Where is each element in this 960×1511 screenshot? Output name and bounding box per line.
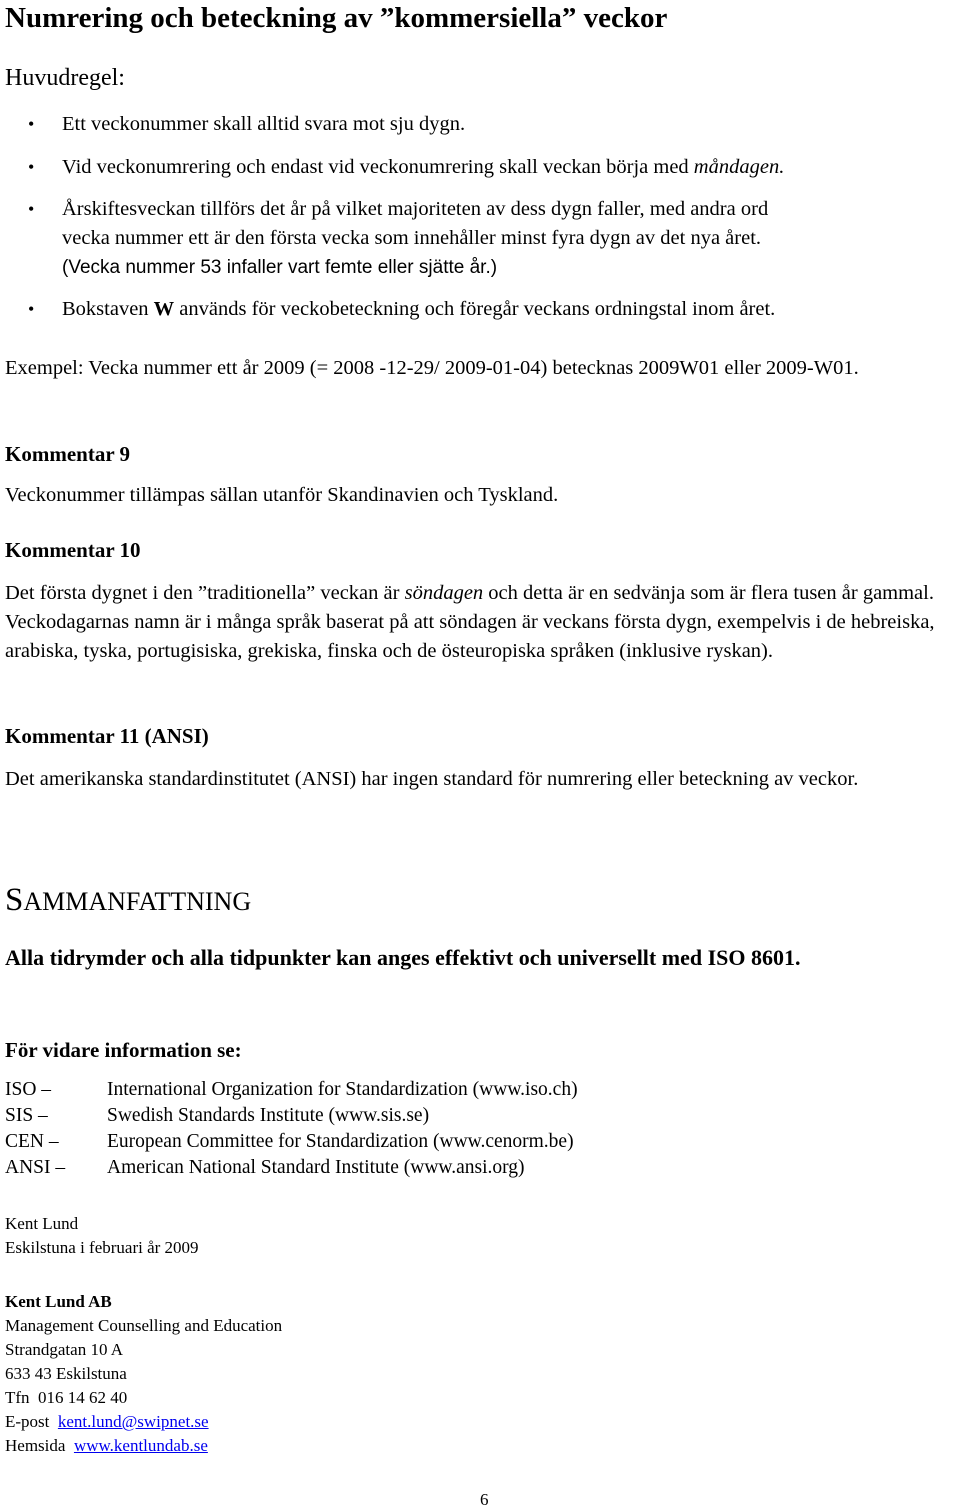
comment-heading: Kommentar 9	[5, 442, 131, 466]
org-name: Swedish Standards Institute (www.sis.se)	[107, 1105, 430, 1126]
phone-number: 016 14 62 40	[38, 1388, 128, 1407]
bullet-text: Årskiftesveckan tillförs det år på vilket majoriteten av dess dygn faller, med andra ord	[62, 198, 769, 220]
org-name: European Committee for Standardization (www.cenorm.be)	[107, 1131, 574, 1152]
comment-text	[5, 579, 957, 666]
company-web-row	[5, 1434, 282, 1458]
comment-emphasis: söndagen	[404, 582, 484, 604]
summary-heading-rest: AMMANFATTNING	[23, 887, 252, 916]
comment-text: Det amerikanska standardinstitutet (ANSI) har ingen standard för numrering eller beteckning av veckor.	[5, 768, 859, 790]
rule-list	[0, 110, 960, 324]
bullet-text: vecka nummer ett är den första vecka som innehåller minst fyra dygn av det nya året.	[62, 227, 762, 249]
phone-label: Tfn	[5, 1388, 30, 1407]
summary-heading-initial: S	[5, 882, 24, 918]
table-row	[5, 1129, 578, 1155]
list-item	[0, 195, 960, 282]
example-paragraph: Exempel: Vecka nummer ett år 2009 (= 2008 -12-29/ 2009-01-04) betecknas 2009W01 eller 2009-W01.	[5, 357, 859, 379]
email-link[interactable]: kent.lund@swipnet.se	[57, 1412, 209, 1431]
comment-heading: Kommentar 10	[5, 538, 141, 562]
table-row	[5, 1155, 578, 1181]
list-item	[0, 110, 960, 139]
org-name: International Organization for Standardization (www.iso.ch)	[107, 1079, 578, 1100]
comment-text-part: Det första dygnet i den ”traditionella” veckan är	[5, 582, 405, 604]
email-label: E-post	[5, 1412, 50, 1431]
bullet-note: (Vecka nummer 53 infaller vart femte eller sjätte år.)	[62, 257, 498, 278]
bullet-text: används för veckobeteckning och föregår veckans ordningstal inom året.	[174, 298, 776, 320]
company-city: 633 43 Eskilstuna	[5, 1364, 127, 1383]
company-block	[5, 1290, 282, 1458]
company-email-row	[5, 1410, 282, 1434]
comment-text-part: och detta är en sedvänja som är flera tusen år gammal. Veckodagarnas namn är i många språk baserat på att söndagen är veckans första dygn, exempelvis i de hebreiska, arabiska, tyska, portugisiska, grekiska, finska och de östeuropiska språken (inklusive ryskan).	[5, 582, 935, 662]
summary-text: Alla tidrymder och alla tidpunkter kan anges effektivt och universellt med ISO 8601.	[5, 945, 801, 970]
author-block	[5, 1212, 199, 1260]
page-number: 6	[480, 1490, 489, 1509]
company-phone-row	[5, 1386, 282, 1410]
org-abbreviation: SIS –	[5, 1105, 48, 1126]
list-item	[0, 295, 960, 324]
web-label: Hemsida	[5, 1436, 66, 1455]
org-abbreviation: ANSI –	[5, 1157, 66, 1178]
bullet-text: Ett veckonummer skall alltid svara mot sju dygn.	[62, 113, 466, 135]
table-row	[5, 1077, 578, 1103]
website-link[interactable]: www.kentlundab.se	[73, 1436, 208, 1455]
org-name: American National Standard Institute (www.ansi.org)	[107, 1157, 525, 1178]
author-name: Kent Lund	[5, 1214, 79, 1233]
bullet-emphasis: måndagen.	[693, 156, 785, 178]
bullet-text: Bokstaven	[62, 298, 154, 320]
bullet-bold: W	[153, 298, 175, 320]
table-row	[5, 1103, 578, 1129]
company-street: Strandgatan 10 A	[5, 1340, 124, 1359]
company-subtitle: Management Counselling and Education	[5, 1316, 283, 1335]
comment-text: Veckonummer tillämpas sällan utanför Skandinavien och Tyskland.	[5, 484, 559, 506]
org-abbreviation: CEN –	[5, 1131, 59, 1152]
bullet-text: Vid veckonumrering och endast vid veckonumrering skall veckan börja med	[62, 156, 694, 178]
org-abbreviation: ISO –	[5, 1079, 52, 1100]
page-title: Numrering och beteckning av ”kommersiella” veckor	[5, 2, 668, 34]
company-name: Kent Lund AB	[5, 1292, 112, 1311]
main-rule-heading: Huvudregel:	[5, 65, 125, 91]
more-info-heading: För vidare information se:	[5, 1038, 242, 1062]
organization-list	[5, 1077, 578, 1181]
author-place-date: Eskilstuna i februari år 2009	[5, 1238, 199, 1257]
summary-heading	[5, 882, 251, 919]
comment-heading: Kommentar 11 (ANSI)	[5, 724, 209, 748]
list-item	[0, 153, 960, 182]
